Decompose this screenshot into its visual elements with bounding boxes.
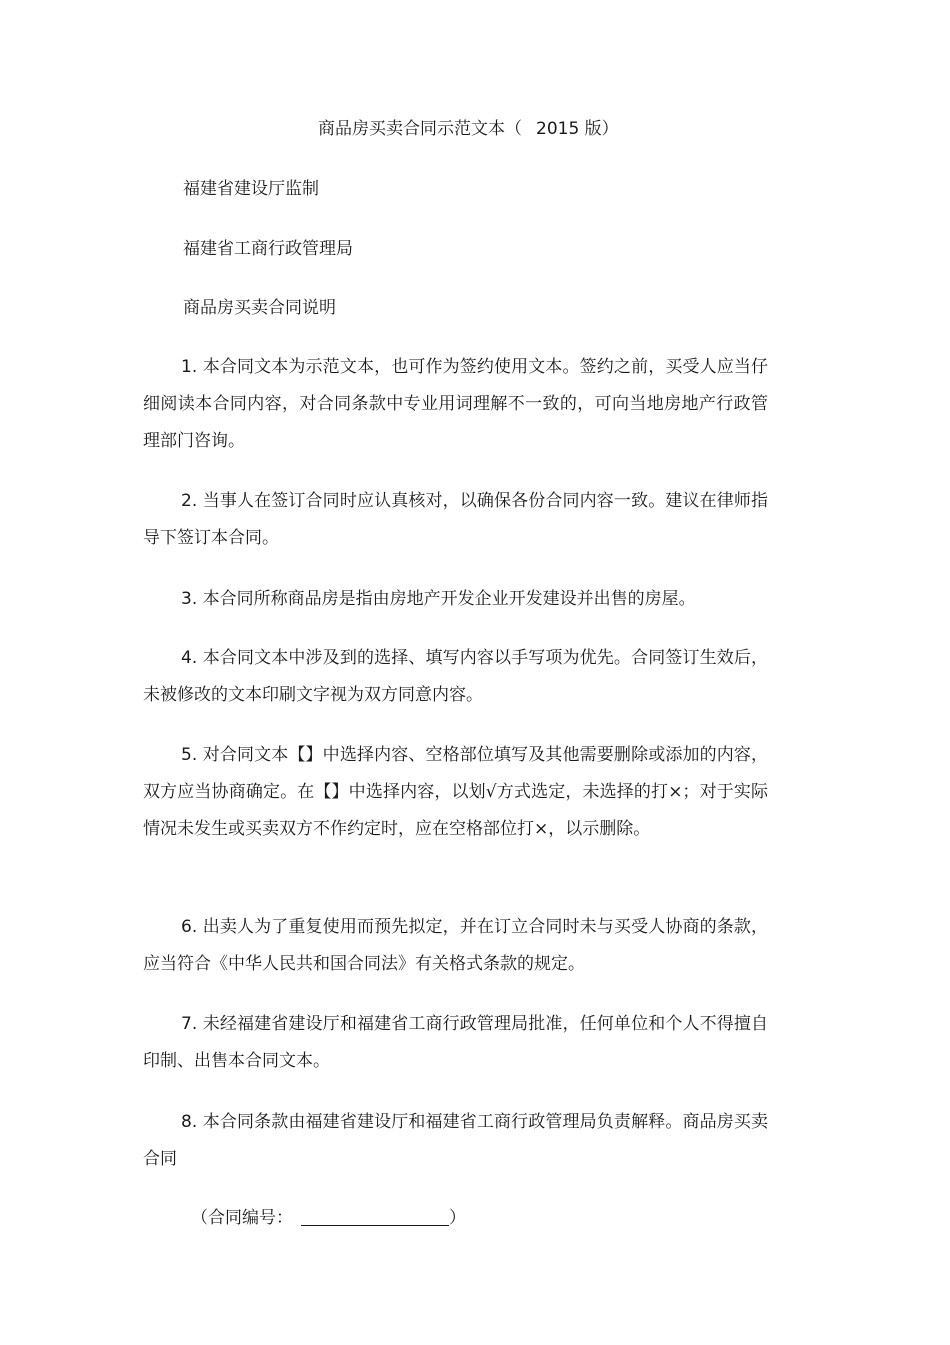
item-3: 3. 本合同所称商品房是指由房地产开发企业开发建设并出售的房屋。 [181, 589, 696, 609]
item-5: 5. 对合同文本【】中选择内容、空格部位填写及其他需要删除或添加的内容，双方应当协商确定。在【】中选择内容，以划√方式选定，未选择的打×；对于实际情况未发生或买卖双方不作约定时，应在空格部位打×，以示删除。 [143, 745, 768, 839]
title-year: 2015 版） [536, 119, 619, 139]
heading-bureau: 福建省工商行政管理局 [183, 239, 353, 259]
item-7: 7. 未经福建省建设厅和福建省工商行政管理局批准，任何单位和个人不得擅自印制、出售本合同文本。 [143, 1014, 768, 1071]
contract-number-close: ） [449, 1208, 466, 1228]
item-8: 8. 本合同条款由福建省建设厅和福建省工商行政管理局负责解释。商品房买卖合同 [143, 1112, 768, 1169]
contract-number-label: （合同编号： [191, 1208, 293, 1228]
heading-supervisor: 福建省建设厅监制 [183, 179, 319, 199]
title-main: 商品房买卖合同示范文本（ [318, 119, 522, 139]
document-title [318, 119, 619, 139]
item-4: 4. 本合同文本中涉及到的选择、填写内容以手写项为优先。合同签订生效后，未被修改的文本印刷文字视为双方同意内容。 [143, 648, 768, 705]
item-2: 2. 当事人在签订合同时应认真核对，以确保各份合同内容一致。建议在律师指导下签订本合同。 [143, 491, 768, 548]
item-1: 1. 本合同文本为示范文本，也可作为签约使用文本。签约之前，买受人应当仔细阅读本合同内容，对合同条款中专业用词理解不一致的，可向当地房地产行政管理部门咨询。 [143, 357, 768, 451]
item-6: 6. 出卖人为了重复使用而预先拟定，并在订立合同时未与买受人协商的条款，应当符合《中华人民共和国合同法》有关格式条款的规定。 [143, 917, 768, 974]
contract-number-blank[interactable] [301, 1209, 449, 1226]
heading-explanation: 商品房买卖合同说明 [183, 298, 336, 318]
contract-number-line [191, 1208, 466, 1228]
